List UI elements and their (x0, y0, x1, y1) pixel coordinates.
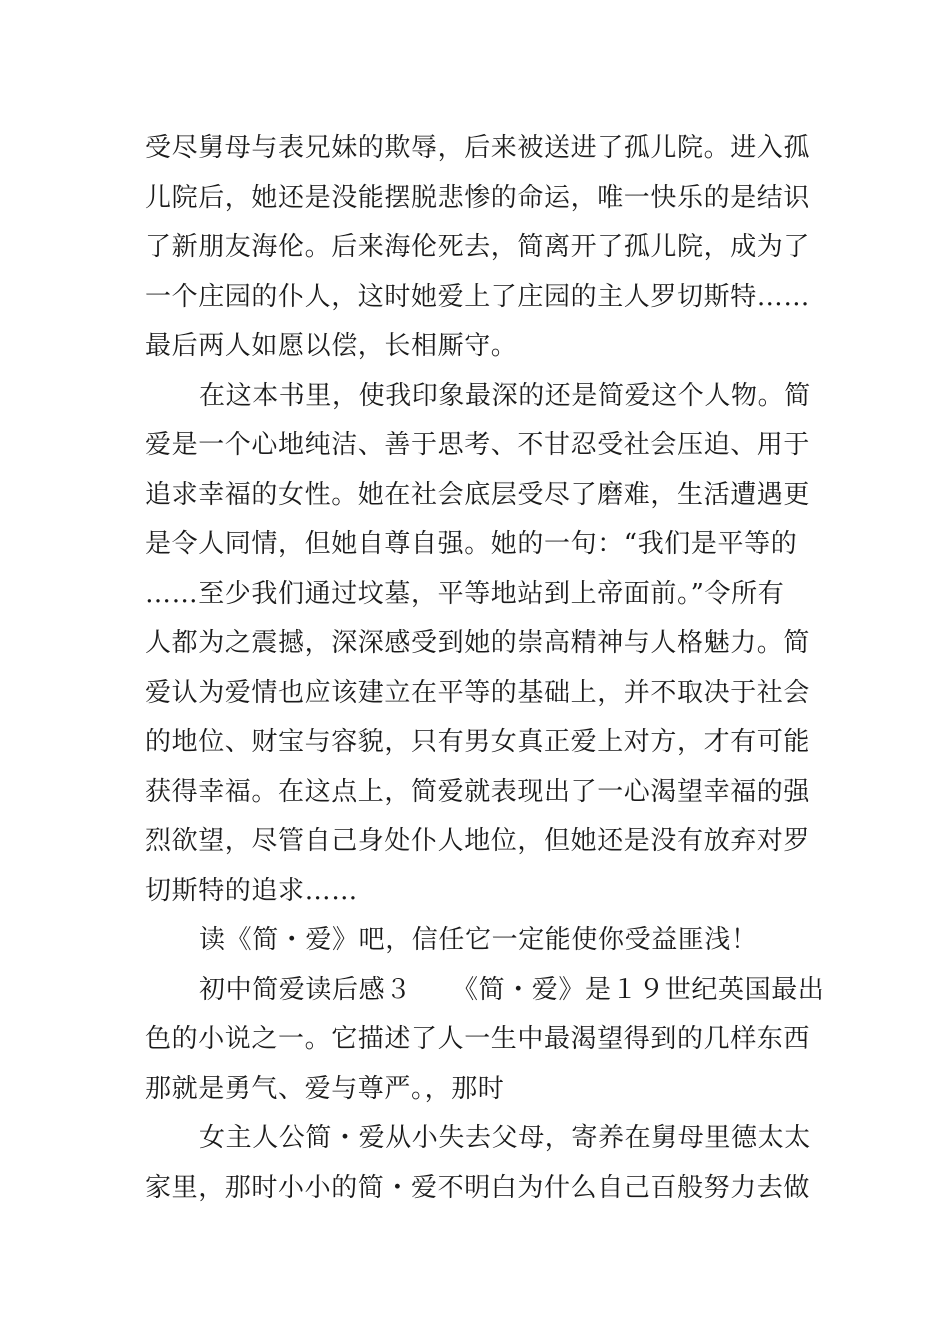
text-line: 家里，那时小小的简・爱不明白为什么自己百般努力去做 (145, 1172, 811, 1203)
text-line: 的地位、财宝与容貌，只有男女真正爱上对方，才有可能 (145, 727, 811, 757)
text-line: 追求幸福的女性。她在社会底层受尽了磨难，生活遭遇更 (145, 479, 811, 510)
text-line: 是令人同情，但她自尊自强。她的一句：“我们是平等的 (145, 529, 798, 559)
text-line: 爱是一个心地纯洁、善于思考、不甘忍受社会压迫、用于 (145, 430, 811, 460)
text-line: 在这本书里，使我印象最深的还是简爱这个人物。简 (199, 380, 811, 411)
text-line: ……至少我们通过坟墓，平等地站到上帝面前。”令所有 (145, 578, 785, 609)
text-line: 切斯特的追求…… (145, 875, 358, 906)
text-line: 初中简爱读后感３ 《简・爱》是１９世纪英国最出 (199, 974, 825, 1005)
text-line: 人都为之震撼，深深感受到她的崇高精神与人格魅力。简 (145, 628, 811, 658)
text-line: 获得幸福。在这点上，简爱就表现出了一心渴望幸福的强 (145, 776, 811, 807)
text-line: 最后两人如愿以偿，长相厮守。 (145, 331, 518, 361)
text-line: 女主人公简・爱从小失去父母，寄养在舅母里德太太 (199, 1123, 811, 1153)
text-line: 色的小说之一。它描述了人一生中最渴望得到的几样东西 (145, 1024, 811, 1054)
text-line: 烈欲望，尽管自己身处仆人地位，但她还是没有放弃对罗 (145, 826, 811, 856)
body-text (145, 124, 825, 1213)
text-line: 一个庄园的仆人，这时她爱上了庄园的主人罗切斯特…… (145, 281, 811, 312)
text-line: 爱认为爱情也应该建立在平等的基础上，并不取决于社会 (145, 677, 811, 708)
text-line: 受尽舅母与表兄妹的欺辱，后来被送进了孤儿院。进入孤 (145, 133, 811, 163)
text-line: 读《简・爱》吧，信任它一定能使你受益匪浅！ (199, 925, 758, 955)
text-line: 那就是勇气、爱与尊严。，那时 (145, 1073, 505, 1104)
text-line: 了新朋友海伦。后来海伦死去，简离开了孤儿院，成为了 (145, 232, 811, 262)
text-line: 儿院后，她还是没能摆脱悲惨的命运，唯一快乐的是结识 (145, 182, 811, 213)
